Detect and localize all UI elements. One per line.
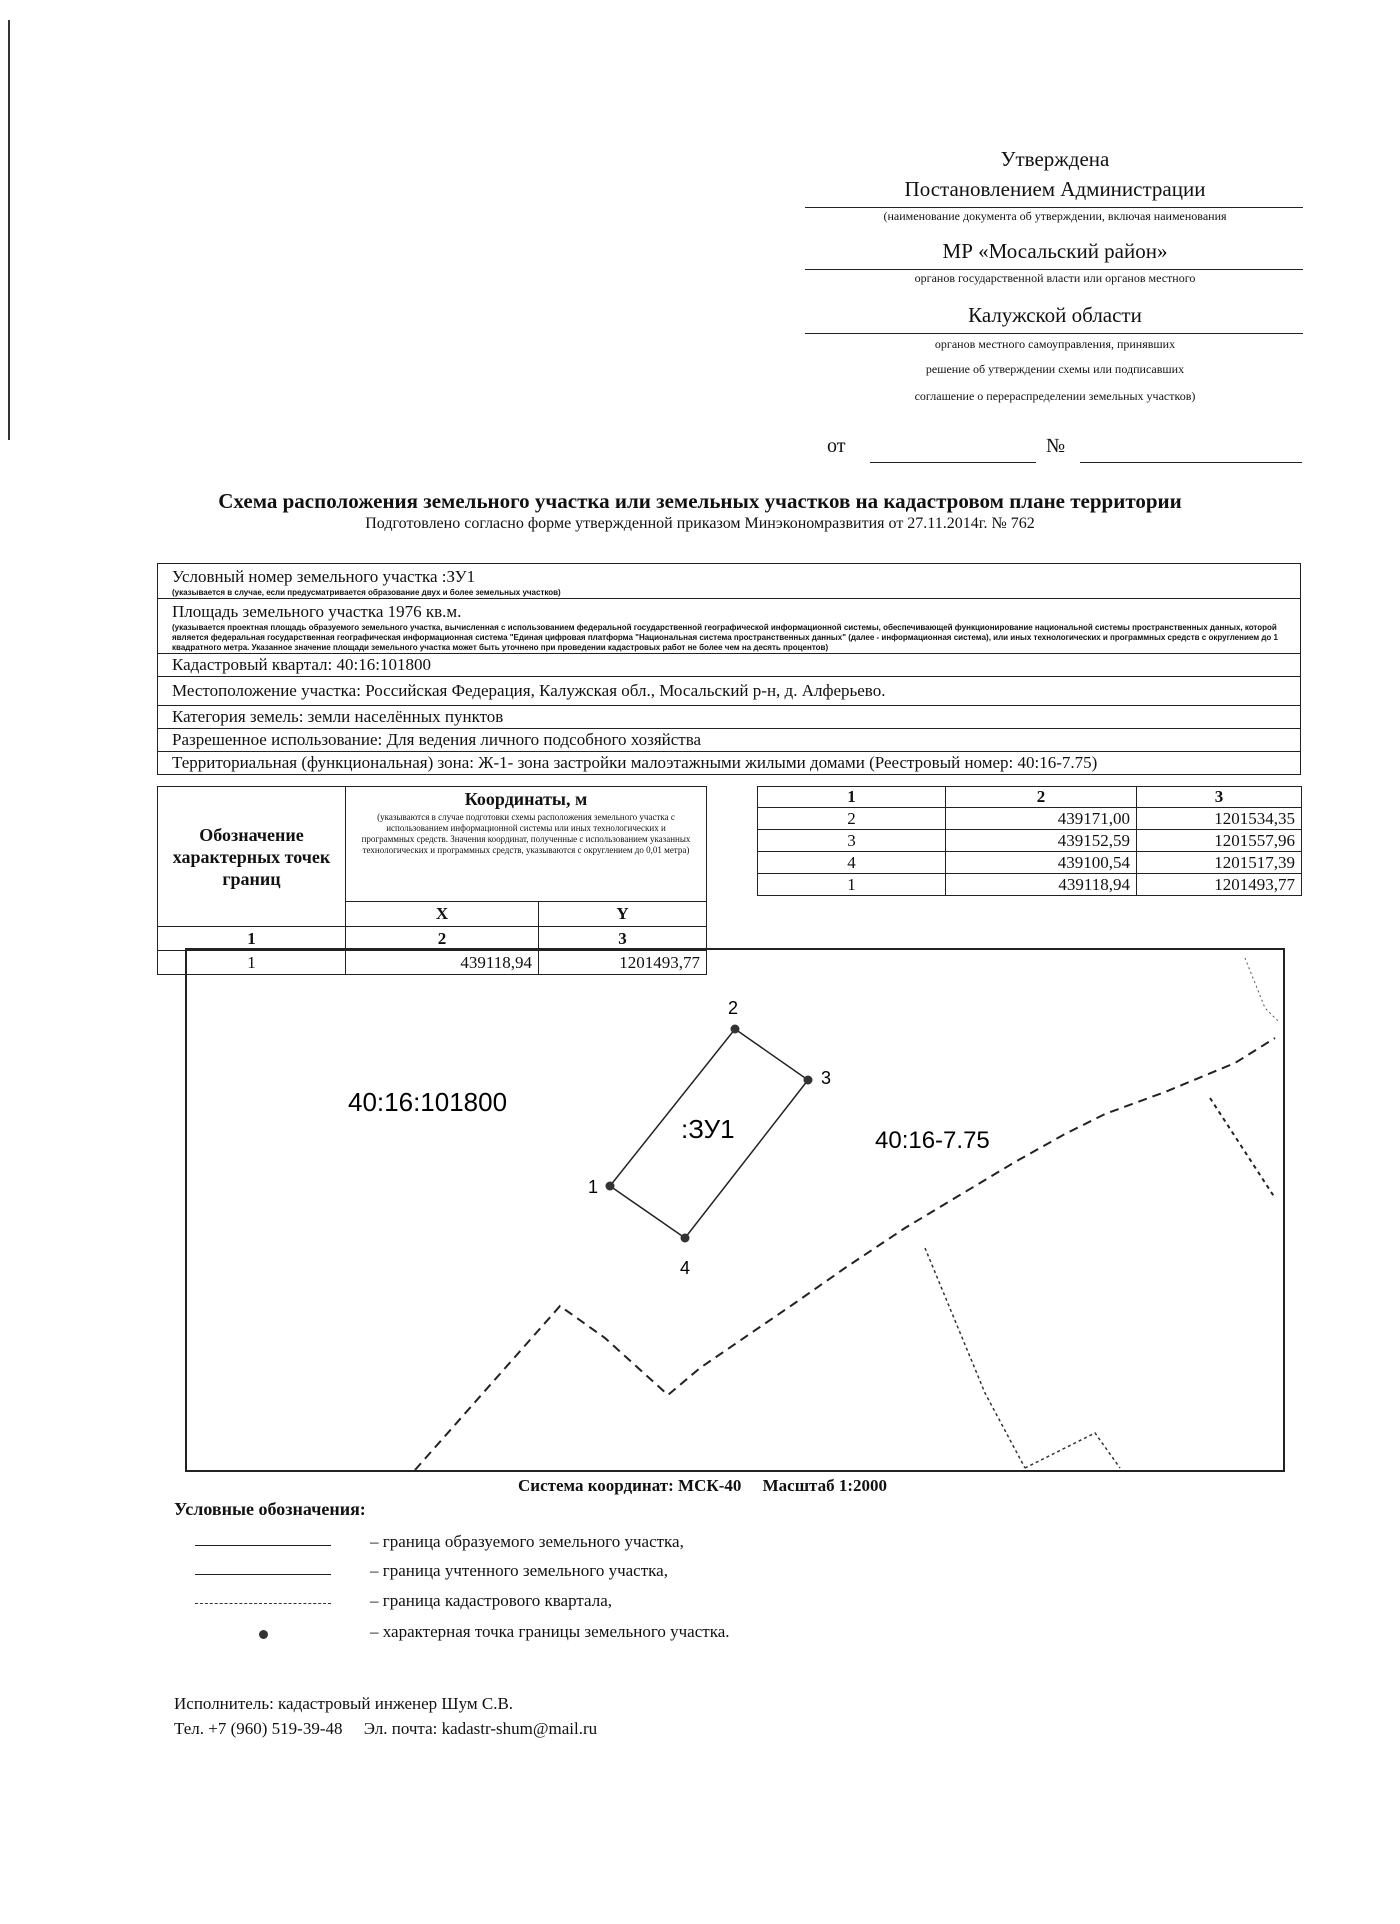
col-num-2: 2 xyxy=(346,927,539,951)
scan-edge xyxy=(8,20,10,440)
point-id: 1 xyxy=(758,874,946,896)
approval-line-2: МР «Мосальский район» xyxy=(942,239,1168,263)
point-label-4: 4 xyxy=(680,1258,691,1278)
number-field xyxy=(1080,462,1302,463)
from-label: от xyxy=(827,435,846,457)
location: Местоположение участка: Российская Федерация, Калужская обл., Мосальский р-н, д. Алферьево. xyxy=(158,677,1300,706)
legend-item: – граница образуемого земельного участка, xyxy=(370,1532,684,1551)
page-subtitle: Подготовлено согласно форме утвержденной приказом Минэкономразвития от 27.11.2014г. № 762 xyxy=(365,515,1035,532)
plot-area: Площадь земельного участка 1976 кв.м. xyxy=(172,602,462,621)
plot-number-row xyxy=(158,564,1300,599)
col-num-1: 1 xyxy=(758,787,946,808)
coord-y: 1201493,77 xyxy=(1137,874,1302,896)
approval-note-2: органов государственной власти или органов местного xyxy=(914,271,1196,285)
boundary-point-3 xyxy=(804,1076,813,1085)
legend-item: – характерная точка границы земельного участка. xyxy=(370,1622,730,1641)
approval-line-3: Калужской области xyxy=(968,303,1142,327)
coord-x: 439152,59 xyxy=(946,830,1137,852)
cadastral-quarter: Кадастровый квартал: 40:16:101800 xyxy=(158,654,1300,677)
land-category: Категория земель: земли населённых пунктов xyxy=(158,706,1300,729)
coord-y: 1201557,96 xyxy=(1137,830,1302,852)
approval-line-1: Постановлением Администрации xyxy=(904,177,1206,201)
permitted-use: Разрешенное использование: Для ведения личного подсобного хозяйства xyxy=(158,729,1300,752)
approval-note-3a: органов местного самоуправления, принявших xyxy=(934,337,1176,351)
registered-plot-boundary-2 xyxy=(1025,1433,1120,1468)
table-row xyxy=(758,874,1302,896)
coord-x: 439118,94 xyxy=(946,874,1137,896)
zone-boundary-right xyxy=(1210,1098,1275,1198)
table-row xyxy=(758,852,1302,874)
coord-y: 1201534,35 xyxy=(1137,808,1302,830)
table-row xyxy=(758,808,1302,830)
approval-note-3b: решение об утверждении схемы или подписавших xyxy=(925,362,1185,376)
quarter-label: 40:16:101800 xyxy=(348,1087,508,1117)
legend-line-quarter xyxy=(195,1603,331,1604)
coord-y: 1201517,39 xyxy=(1137,852,1302,874)
coord-x: 439100,54 xyxy=(946,852,1137,874)
coord-x: 439118,94 xyxy=(346,951,539,975)
col-x: X xyxy=(346,902,539,927)
coordinate-system: Система координат: МСК-40 Масштаб 1:2000 xyxy=(518,1476,888,1495)
header-coords: Координаты, м xyxy=(464,789,588,809)
legend-point-icon xyxy=(259,1630,268,1639)
date-field xyxy=(870,462,1036,463)
plot-number: Условный номер земельного участка :ЗУ1 xyxy=(172,567,476,586)
point-id: 4 xyxy=(758,852,946,874)
legend-item: – граница кадастрового квартала, xyxy=(370,1591,612,1610)
coordinates-table-right xyxy=(757,786,1302,896)
legend-title: Условные обозначения: xyxy=(174,1499,366,1519)
approval-title: Утверждена xyxy=(1000,147,1110,171)
point-label-1: 1 xyxy=(588,1177,599,1197)
point-id: 3 xyxy=(758,830,946,852)
approval-note-3c: соглашение о перераспределении земельных участков) xyxy=(914,389,1196,403)
zone-label: 40:16-7.75 xyxy=(875,1127,990,1154)
table-row xyxy=(758,830,1302,852)
area-row xyxy=(158,599,1300,654)
plot-number-note: (указывается в случае, если предусматривается образование двух и более земельных участков) xyxy=(172,588,561,597)
col-num-3: 3 xyxy=(1137,787,1302,808)
quarter-boundary xyxy=(415,1038,1275,1470)
header-points: Обозначение характерных точек границ xyxy=(158,787,346,927)
cadastral-map xyxy=(185,948,1285,1474)
col-num-3: 3 xyxy=(539,927,707,951)
territorial-zone: Территориальная (функциональная) зона: Ж-1- зона застройки малоэтажными жилыми домами (Реестровый номер: 40:16-7.75) xyxy=(172,753,1098,772)
plot-info-table xyxy=(157,563,1301,775)
boundary-point-1 xyxy=(606,1182,615,1191)
number-label: № xyxy=(1046,435,1066,457)
point-id: 2 xyxy=(758,808,946,830)
zone-boundary-top-right xyxy=(1245,958,1280,1023)
boundary-point-4 xyxy=(681,1234,690,1243)
col-y: Y xyxy=(539,902,707,927)
executor: Исполнитель: кадастровый инженер Шум С.В. xyxy=(174,1694,514,1713)
plot-area-note: (указывается проектная площадь образуемого земельного участка, вычисленная с использованием федеральной государственной географической информационной системы, обеспечивающей функционирование национальной системы пространственных данных, которой является федеральная государственная географическая информационная система "Единая цифровая платформа "Национальная система пространственных данных" (далее - информационная система), или иных технологических и программных средств с округлением до 1 квадратного метра. Указанное значение площади земельного участка может быть уточнено при проведении кадастровых работ не более чем на десять процентов) xyxy=(172,623,1278,652)
boundary-point-2 xyxy=(731,1025,740,1034)
legend-line-new-plot xyxy=(195,1545,331,1546)
contacts: Тел. +7 (960) 519-39-48 Эл. почта: kadastr-shum@mail.ru xyxy=(174,1719,598,1738)
point-label-3: 3 xyxy=(821,1068,832,1088)
legend-item: – граница учтенного земельного участка, xyxy=(370,1561,668,1580)
col-num-1: 1 xyxy=(158,927,346,951)
approval-note-1: (наименование документа об утверждении, включая наименования xyxy=(883,209,1227,223)
coord-x: 439171,00 xyxy=(946,808,1137,830)
coordinates-table-left xyxy=(157,786,707,975)
registered-plot-boundary xyxy=(925,1248,1025,1468)
point-id: 1 xyxy=(158,951,346,975)
header-coords-note: (указываются в случае подготовки схемы расположения земельного участка с использованием информационной системы или иных технологических и программных средств. Значения координат, полученные с использованием указанных технологических и программных средств, указываются с округлением до 0,01 метра) xyxy=(361,812,691,855)
col-num-2: 2 xyxy=(946,787,1137,808)
plot-label: :ЗУ1 xyxy=(681,1114,735,1144)
legend-line-registered-plot xyxy=(195,1574,331,1575)
header-coords-cell xyxy=(346,787,707,902)
page-title: Схема расположения земельного участка или земельных участков на кадастровом плане территории xyxy=(218,489,1182,513)
coord-y: 1201493,77 xyxy=(539,951,707,975)
point-label-2: 2 xyxy=(728,998,739,1018)
